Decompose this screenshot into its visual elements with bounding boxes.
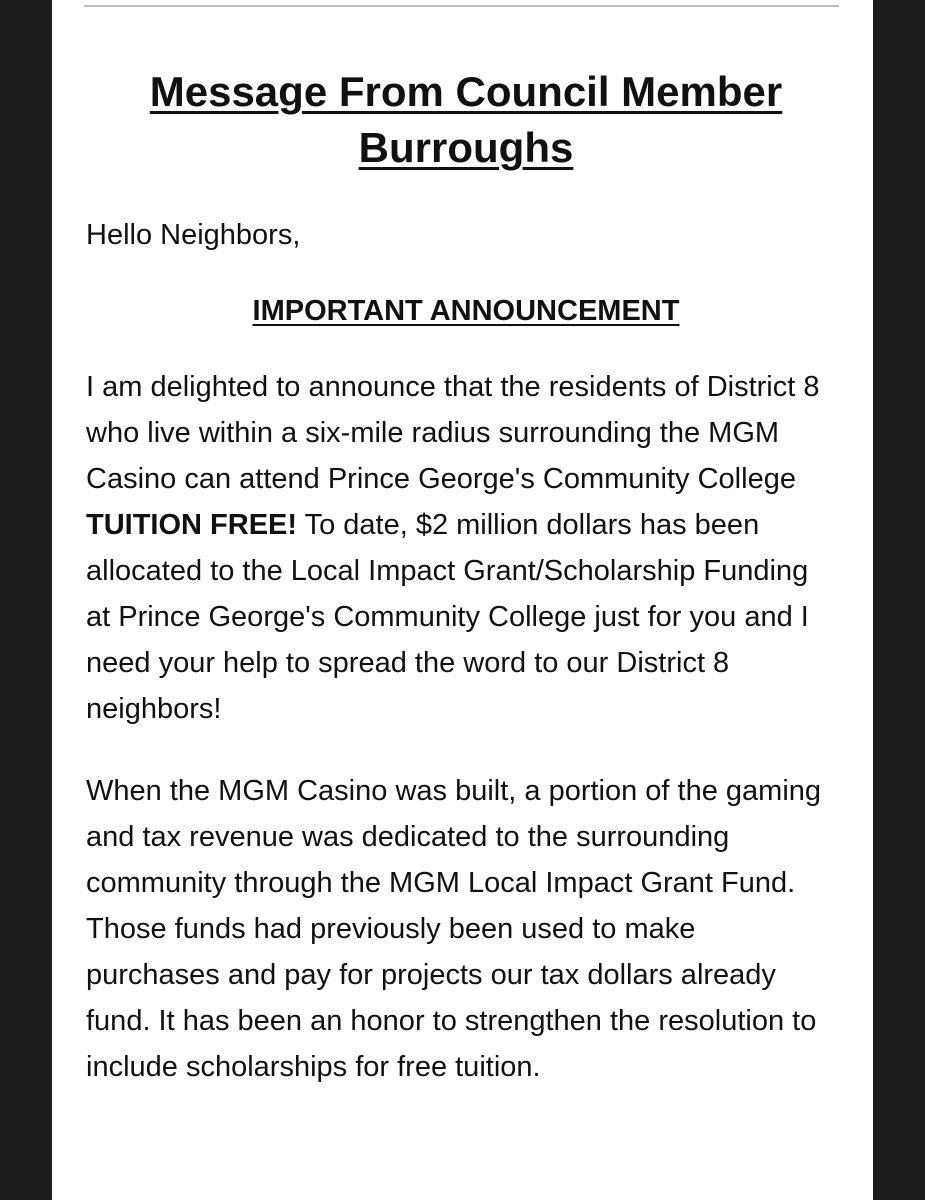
paragraph-announcement xyxy=(86,364,836,732)
paragraph1-text-end: To date, $2 million dollars has been allocated to the Local Impact Grant/Scholarship Funding at Prince George's Community College just for you and I need your help to spread the word to our District 8 neighbors! xyxy=(86,509,809,725)
announcement-heading: IMPORTANT ANNOUNCEMENT xyxy=(252,295,680,327)
paragraph1-text-start: I am delighted to announce that the residents of District 8 who live within a six-mile radius surrounding the MGM Casino can attend Prince George's Community College xyxy=(86,371,820,495)
tuition-free-emphasis: TUITION FREE! xyxy=(86,509,298,541)
top-divider xyxy=(84,5,839,7)
page-title: Message From Council Member Burroughs xyxy=(149,68,783,171)
paragraph-background: When the MGM Casino was built, a portion of the gaming and tax revenue was dedicated to the surrounding community through the MGM Local Impact Grant Fund. Those funds had previously been used to make purchases and pay for projects our tax dollars already fund. It has been an honor to strengthen the resolution to include scholarships for free tuition. xyxy=(86,775,822,1083)
email-body xyxy=(86,64,846,1090)
left-dark-margin xyxy=(0,0,52,1200)
greeting: Hello Neighbors, xyxy=(86,219,301,251)
right-dark-margin xyxy=(873,0,925,1200)
email-page[interactable] xyxy=(52,0,873,1200)
